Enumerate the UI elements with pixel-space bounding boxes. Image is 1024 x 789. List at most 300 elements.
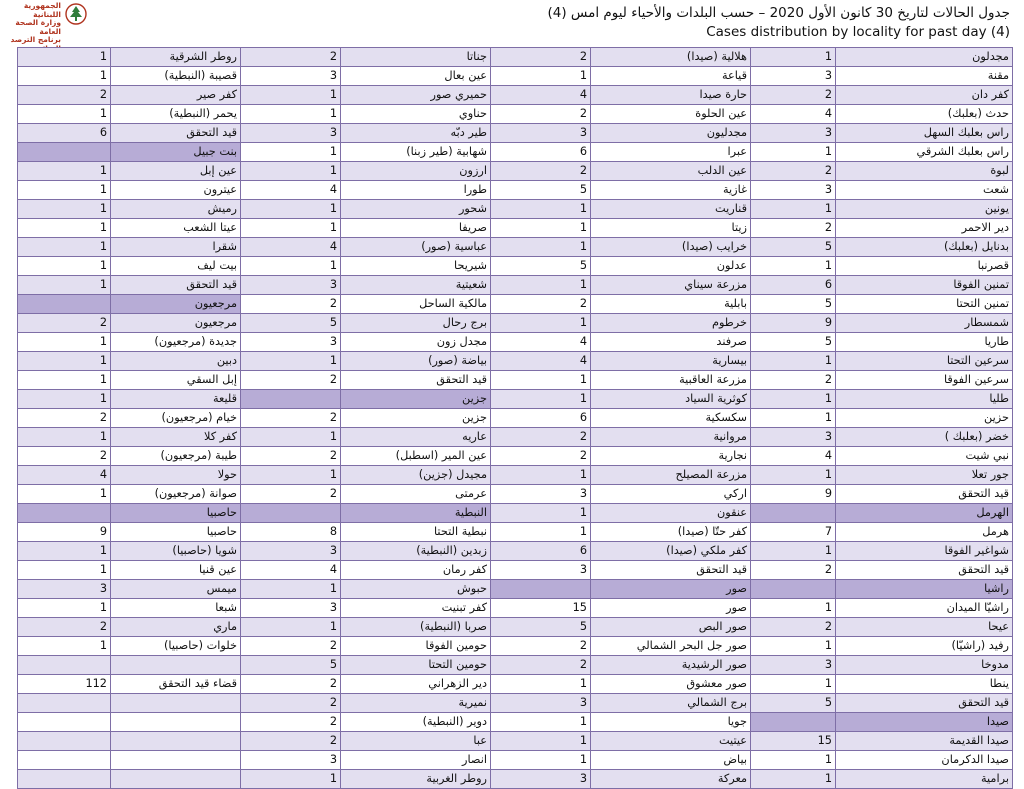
case-count-cell: 3 [751,181,836,200]
case-count-cell: 9 [751,485,836,504]
case-count-cell: 1 [18,276,111,295]
case-count-cell: 3 [751,428,836,447]
locality-cell: بيسارية [591,352,751,371]
locality-cell [111,656,241,675]
case-count-cell: 1 [18,219,111,238]
case-count-cell: 1 [18,67,111,86]
case-count-cell: 1 [751,390,836,409]
locality-cell [111,713,241,732]
locality-cell: ميمس [111,580,241,599]
case-count-cell: 3 [241,542,341,561]
case-count-cell: 1 [18,162,111,181]
table-row [18,219,1013,238]
locality-cell: إبل السقي [111,371,241,390]
table-row [18,238,1013,257]
locality-cell: قيد التحقق [836,561,1013,580]
locality-cell: جويا [591,713,751,732]
table-row [18,770,1013,789]
case-count-cell: 2 [241,694,341,713]
case-count-cell [241,504,341,523]
locality-cell: عين قنيا [111,561,241,580]
locality-cell: بيت ليف [111,257,241,276]
case-count-cell: 5 [751,694,836,713]
case-count-cell: 1 [491,219,591,238]
locality-cell: طير دبّه [341,124,491,143]
case-count-cell: 2 [491,637,591,656]
case-count-cell: 1 [241,352,341,371]
locality-cell: شعيتية [341,276,491,295]
case-count-cell: 6 [491,143,591,162]
case-count-cell: 5 [491,181,591,200]
table-row [18,542,1013,561]
locality-cell: تمنين التحتا [836,295,1013,314]
locality-cell: عيتيت [591,732,751,751]
case-count-cell: 3 [241,276,341,295]
table-row [18,48,1013,67]
case-count-cell: 1 [241,200,341,219]
case-count-cell: 1 [491,504,591,523]
case-count-cell: 1 [241,257,341,276]
locality-cell: كفر كلا [111,428,241,447]
locality-cell [111,694,241,713]
locality-cell: برج رحال [341,314,491,333]
case-count-cell: 1 [18,105,111,124]
case-count-cell: 6 [491,409,591,428]
locality-cell: شبعا [111,599,241,618]
locality-cell: حومين الفوقا [341,637,491,656]
locality-cell: صوانة (مرجعيون) [111,485,241,504]
locality-cell: قيد التحقق [836,694,1013,713]
case-count-cell: 1 [491,523,591,542]
case-count-cell: 1 [18,257,111,276]
case-count-cell: 2 [18,447,111,466]
case-count-cell: 1 [751,200,836,219]
locality-cell [111,732,241,751]
locality-cell: جور تعلا [836,466,1013,485]
locality-cell: مجدل زون [341,333,491,352]
table-row [18,143,1013,162]
case-count-cell: 1 [241,86,341,105]
case-count-cell: 1 [751,770,836,789]
locality-cell: حبوش [341,580,491,599]
table-row [18,67,1013,86]
table-row [18,162,1013,181]
locality-cell: مزرعة سيناي [591,276,751,295]
table-row [18,751,1013,770]
locality-cell: زبدين (النبطية) [341,542,491,561]
locality-cell: صور جل البحر الشمالي [591,637,751,656]
case-count-cell: 3 [751,124,836,143]
case-count-cell: 1 [241,219,341,238]
locality-cell: عين الدلب [591,162,751,181]
locality-cell: روطر الغربية [341,770,491,789]
case-count-cell: 5 [241,314,341,333]
locality-cell: عيتا الشعب [111,219,241,238]
locality-cell: لبوة [836,162,1013,181]
case-count-cell: 1 [18,637,111,656]
locality-cell: راس بعلبك السهل [836,124,1013,143]
table-row [18,295,1013,314]
locality-cell: عنقون [591,504,751,523]
case-count-cell: 1 [751,751,836,770]
case-count-cell: 1 [751,542,836,561]
locality-cell: طيبة (مرجعيون) [111,447,241,466]
case-count-cell [751,580,836,599]
table-row [18,428,1013,447]
case-count-cell: 2 [491,105,591,124]
locality-cell: حولا [111,466,241,485]
locality-cell: عباسية (صور) [341,238,491,257]
case-count-cell: 2 [18,409,111,428]
case-count-cell: 1 [18,200,111,219]
locality-cell: مرجعيون [111,314,241,333]
locality-cell: صور البص [591,618,751,637]
locality-cell: حميري صور [341,86,491,105]
district-header-cell: بنت جبيل [111,143,241,162]
case-count-cell: 1 [241,105,341,124]
table-row [18,599,1013,618]
locality-cell: نميرية [341,694,491,713]
case-count-cell: 1 [751,466,836,485]
table-row [18,675,1013,694]
locality-cell: قصيبة (النبطية) [111,67,241,86]
case-count-cell: 1 [751,599,836,618]
locality-cell: كوثرية السياد [591,390,751,409]
locality-cell: تمنين الفوقا [836,276,1013,295]
case-count-cell: 2 [18,86,111,105]
locality-cell: رميش [111,200,241,219]
locality-cell: مزرعة المصيلح [591,466,751,485]
case-count-cell: 1 [241,428,341,447]
case-count-cell: 1 [18,238,111,257]
case-count-cell: 1 [491,390,591,409]
case-count-cell: 3 [491,694,591,713]
case-count-cell: 2 [491,162,591,181]
case-count-cell: 1 [18,352,111,371]
locality-cell: عين الحلوة [591,105,751,124]
locality-cell: كفر صير [111,86,241,105]
locality-cell: شهابية (طير زبنا) [341,143,491,162]
case-count-cell: 2 [241,295,341,314]
locality-cell: مالكية الساحل [341,295,491,314]
locality-cell: نبي شيت [836,447,1013,466]
case-count-cell: 1 [751,637,836,656]
case-count-cell: 5 [751,238,836,257]
locality-cell: خيام (مرجعيون) [111,409,241,428]
locality-cell: عدلون [591,257,751,276]
case-count-cell: 2 [241,485,341,504]
locality-cell: ينطا [836,675,1013,694]
case-count-cell: 5 [491,257,591,276]
locality-cell: شمسطار [836,314,1013,333]
locality-cell: قصرنبا [836,257,1013,276]
title-arabic: جدول الحالات لتاريخ 30 كانون الأول 2020 – حسب البلدات والأحياء ليوم امس (4) [547,5,1010,21]
locality-cell: قيد التحقق [111,276,241,295]
locality-cell: حاصبيا [111,523,241,542]
locality-cell: مجيدل (جزين) [341,466,491,485]
cedar-icon [65,3,87,25]
case-count-cell: 1 [491,67,591,86]
locality-cell: ارزون [341,162,491,181]
case-count-cell: 1 [751,352,836,371]
case-count-cell: 1 [18,181,111,200]
case-count-cell [751,713,836,732]
locality-cell: بياض [591,751,751,770]
locality-cell: كفر دان [836,86,1013,105]
locality-cell: عين المير (اسطبل) [341,447,491,466]
district-header-cell: النبطية [341,504,491,523]
case-count-cell: 4 [751,447,836,466]
locality-cell: قناريت [591,200,751,219]
locality-cell: قليعة [111,390,241,409]
case-count-cell: 2 [491,656,591,675]
locality-cell: قضاء قيد التحقق [111,675,241,694]
case-count-cell: 1 [241,770,341,789]
case-count-cell: 9 [18,523,111,542]
locality-cell: شويا (حاصبيا) [111,542,241,561]
case-count-cell: 2 [751,618,836,637]
table-row [18,86,1013,105]
cases-table [17,47,1013,789]
case-count-cell: 4 [241,561,341,580]
locality-cell: شيريحا [341,257,491,276]
case-count-cell: 1 [18,561,111,580]
case-count-cell: 3 [491,124,591,143]
locality-cell: صور الرشيدية [591,656,751,675]
case-count-cell: 1 [751,143,836,162]
locality-cell: كفر تبنيت [341,599,491,618]
district-header-cell: صور [591,580,751,599]
logo-line-1: الجمهورية اللبنانية [23,1,61,19]
case-count-cell: 3 [241,751,341,770]
case-count-cell: 3 [751,67,836,86]
case-count-cell: 4 [241,181,341,200]
table-row [18,637,1013,656]
table-row [18,276,1013,295]
case-count-cell: 2 [751,162,836,181]
case-count-cell [491,580,591,599]
locality-cell: صربا (النبطية) [341,618,491,637]
locality-cell: قيد التحقق [836,485,1013,504]
case-count-cell: 5 [491,618,591,637]
district-header-cell: راشيا [836,580,1013,599]
case-count-cell: 1 [491,200,591,219]
table-row [18,371,1013,390]
case-count-cell: 1 [491,732,591,751]
locality-cell: هرمل [836,523,1013,542]
case-count-cell: 1 [18,371,111,390]
case-count-cell: 4 [491,333,591,352]
table-row [18,124,1013,143]
case-count-cell: 1 [241,466,341,485]
case-count-cell: 2 [241,637,341,656]
district-header-cell: جزين [341,390,491,409]
case-count-cell: 2 [491,48,591,67]
locality-cell: يونين [836,200,1013,219]
district-header-cell: مرجعيون [111,295,241,314]
table-row [18,466,1013,485]
locality-cell: عبا [341,732,491,751]
table-row [18,580,1013,599]
case-count-cell: 15 [751,732,836,751]
case-count-cell: 2 [241,713,341,732]
case-count-cell: 1 [18,390,111,409]
locality-cell: طورا [341,181,491,200]
locality-cell: نجارية [591,447,751,466]
locality-cell: شواغير الفوقا [836,542,1013,561]
locality-cell: صيدا القديمة [836,732,1013,751]
locality-cell: مدوخا [836,656,1013,675]
table-row [18,561,1013,580]
locality-cell: زيتا [591,219,751,238]
case-count-cell: 1 [751,675,836,694]
locality-cell: معركة [591,770,751,789]
table-row [18,333,1013,352]
case-count-cell: 2 [241,48,341,67]
case-count-cell: 2 [751,219,836,238]
case-count-cell: 3 [491,485,591,504]
locality-cell: شعت [836,181,1013,200]
locality-cell: عين بعال [341,67,491,86]
case-count-cell: 4 [18,466,111,485]
locality-cell: صيدا الدكرمان [836,751,1013,770]
locality-cell: بياضة (صور) [341,352,491,371]
table-row [18,390,1013,409]
locality-cell: صور [591,599,751,618]
case-count-cell: 4 [751,105,836,124]
case-count-cell: 1 [18,48,111,67]
case-count-cell: 4 [491,352,591,371]
case-count-cell [18,504,111,523]
logo-line-3: برنامج الترصد [10,35,61,44]
case-count-cell: 3 [241,333,341,352]
locality-cell: سرعين التحتا [836,352,1013,371]
locality-cell: مجدلون [836,48,1013,67]
case-count-cell: 2 [751,86,836,105]
case-count-cell: 1 [491,751,591,770]
locality-cell: ماري [111,618,241,637]
locality-cell: خرايب (صيدا) [591,238,751,257]
case-count-cell: 5 [751,295,836,314]
table-row [18,618,1013,637]
locality-cell: كفر رمان [341,561,491,580]
case-count-cell: 1 [491,371,591,390]
logo-line-2: وزارة الصحة العامة [15,18,61,36]
ministry-logo [6,2,196,44]
case-count-cell: 9 [751,314,836,333]
locality-cell: انصار [341,751,491,770]
locality-cell: عيترون [111,181,241,200]
case-count-cell: 3 [18,580,111,599]
locality-cell: بابلية [591,295,751,314]
case-count-cell: 2 [241,371,341,390]
table-row [18,181,1013,200]
case-count-cell: 1 [491,276,591,295]
case-count-cell: 2 [18,314,111,333]
case-count-cell: 4 [241,238,341,257]
case-count-cell [18,143,111,162]
table-row [18,732,1013,751]
locality-cell: صور معشوق [591,675,751,694]
case-count-cell: 1 [491,713,591,732]
locality-cell: صرفند [591,333,751,352]
locality-cell: بدنايل (بعلبك) [836,238,1013,257]
locality-cell: خلوات (حاصبيا) [111,637,241,656]
case-count-cell: 3 [751,656,836,675]
locality-cell: قيد التحقق [341,371,491,390]
district-header-cell: الهرمل [836,504,1013,523]
case-count-cell: 1 [491,238,591,257]
locality-cell: روطر الشرقية [111,48,241,67]
table-row [18,447,1013,466]
table-row [18,713,1013,732]
case-count-cell: 3 [491,770,591,789]
table-row [18,409,1013,428]
locality-cell: قيد التحقق [591,561,751,580]
locality-cell: عين إبل [111,162,241,181]
case-count-cell [751,504,836,523]
case-count-cell: 1 [241,580,341,599]
case-count-cell: 3 [241,599,341,618]
case-count-cell: 1 [751,409,836,428]
table-row [18,485,1013,504]
locality-cell: جزين [341,409,491,428]
table-row [18,694,1013,713]
locality-cell: عبرا [591,143,751,162]
case-count-cell: 3 [241,124,341,143]
page-header [310,4,1010,41]
case-count-cell: 2 [491,428,591,447]
locality-cell: مزرعة العاقبية [591,371,751,390]
case-count-cell: 1 [491,314,591,333]
locality-cell: كفر حتّا (صيدا) [591,523,751,542]
case-count-cell: 1 [491,466,591,485]
case-count-cell: 1 [491,675,591,694]
case-count-cell: 3 [491,561,591,580]
locality-cell: دير الاحمر [836,219,1013,238]
locality-cell: خرطوم [591,314,751,333]
cases-table-body [18,48,1013,789]
table-row [18,504,1013,523]
case-count-cell: 6 [751,276,836,295]
table-row [18,523,1013,542]
locality-cell: مقنة [836,67,1013,86]
case-count-cell: 1 [751,257,836,276]
table-row [18,105,1013,124]
case-count-cell: 1 [18,485,111,504]
locality-cell: راشيّا الميدان [836,599,1013,618]
locality-cell: اركي [591,485,751,504]
case-count-cell: 6 [491,542,591,561]
case-count-cell: 1 [18,599,111,618]
locality-cell: برامية [836,770,1013,789]
table-row [18,314,1013,333]
locality-cell: شحور [341,200,491,219]
case-count-cell: 1 [18,542,111,561]
case-count-cell: 5 [241,656,341,675]
locality-cell: دوير (النبطية) [341,713,491,732]
case-count-cell [18,751,111,770]
locality-cell [111,770,241,789]
locality-cell: غازية [591,181,751,200]
case-count-cell [18,295,111,314]
case-count-cell [18,770,111,789]
locality-cell: حارة صيدا [591,86,751,105]
case-count-cell: 2 [751,561,836,580]
case-count-cell: 2 [241,447,341,466]
locality-cell: عاريه [341,428,491,447]
locality-cell: هلالية (صيدا) [591,48,751,67]
